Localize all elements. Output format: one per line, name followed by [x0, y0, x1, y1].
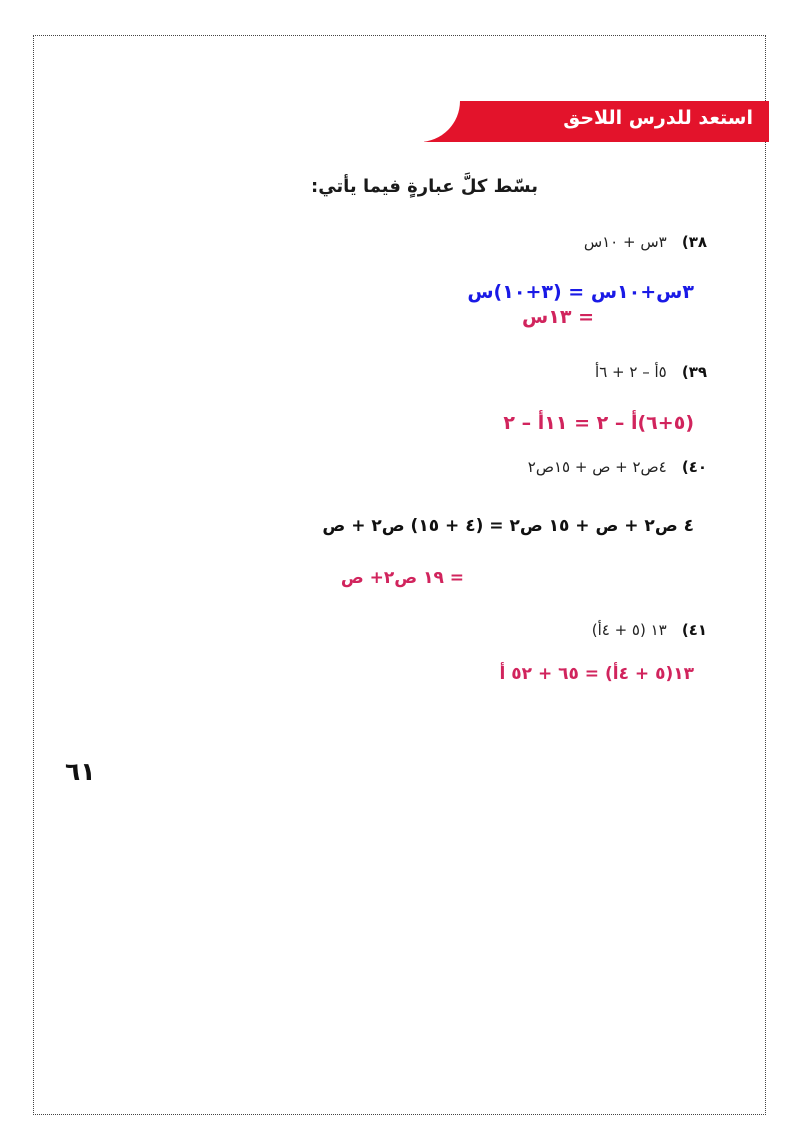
solution-38-step2: = ١٣س	[522, 306, 594, 328]
solution-40-step1: ٤ ص٢ + ص + ١٥ ص٢ = (٤ + ١٥) ص٢ + ص	[322, 516, 694, 536]
solution-39: (٥+٦)أ – ٢ = ١١أ – ٢	[503, 412, 694, 434]
problem-number: ٤١)	[681, 621, 707, 639]
problem-expression: ٥أ – ٢ + ٦أ	[595, 363, 667, 381]
problem-expression: ١٣ (٥ + ٤أ)	[591, 621, 667, 639]
section-title: استعد للدرس اللاحق	[563, 107, 753, 129]
problem-41	[592, 620, 707, 639]
instruction-text: بسّط كلَّ عبارةٍ فيما يأتي:	[311, 176, 538, 197]
solution-38-step1: ٣س+١٠س = (٣+١٠)س	[467, 281, 694, 303]
page-number: ٦١	[65, 757, 96, 786]
problem-40	[528, 457, 707, 476]
problem-expression: ٤ص٢ + ص + ١٥ص٢	[527, 458, 667, 476]
problem-number: ٣٨)	[681, 233, 707, 251]
solution-40-step2: = ١٩ ص٢+ ص	[340, 568, 464, 588]
problem-38	[584, 232, 707, 251]
problem-expression: ٣س + ١٠س	[583, 233, 667, 251]
problem-39	[595, 362, 707, 381]
problem-number: ٣٩)	[681, 363, 707, 381]
solution-41: ١٣(٥ + ٤أ) = ٦٥ + ٥٢ أ	[499, 664, 694, 684]
problem-number: ٤٠)	[681, 458, 707, 476]
